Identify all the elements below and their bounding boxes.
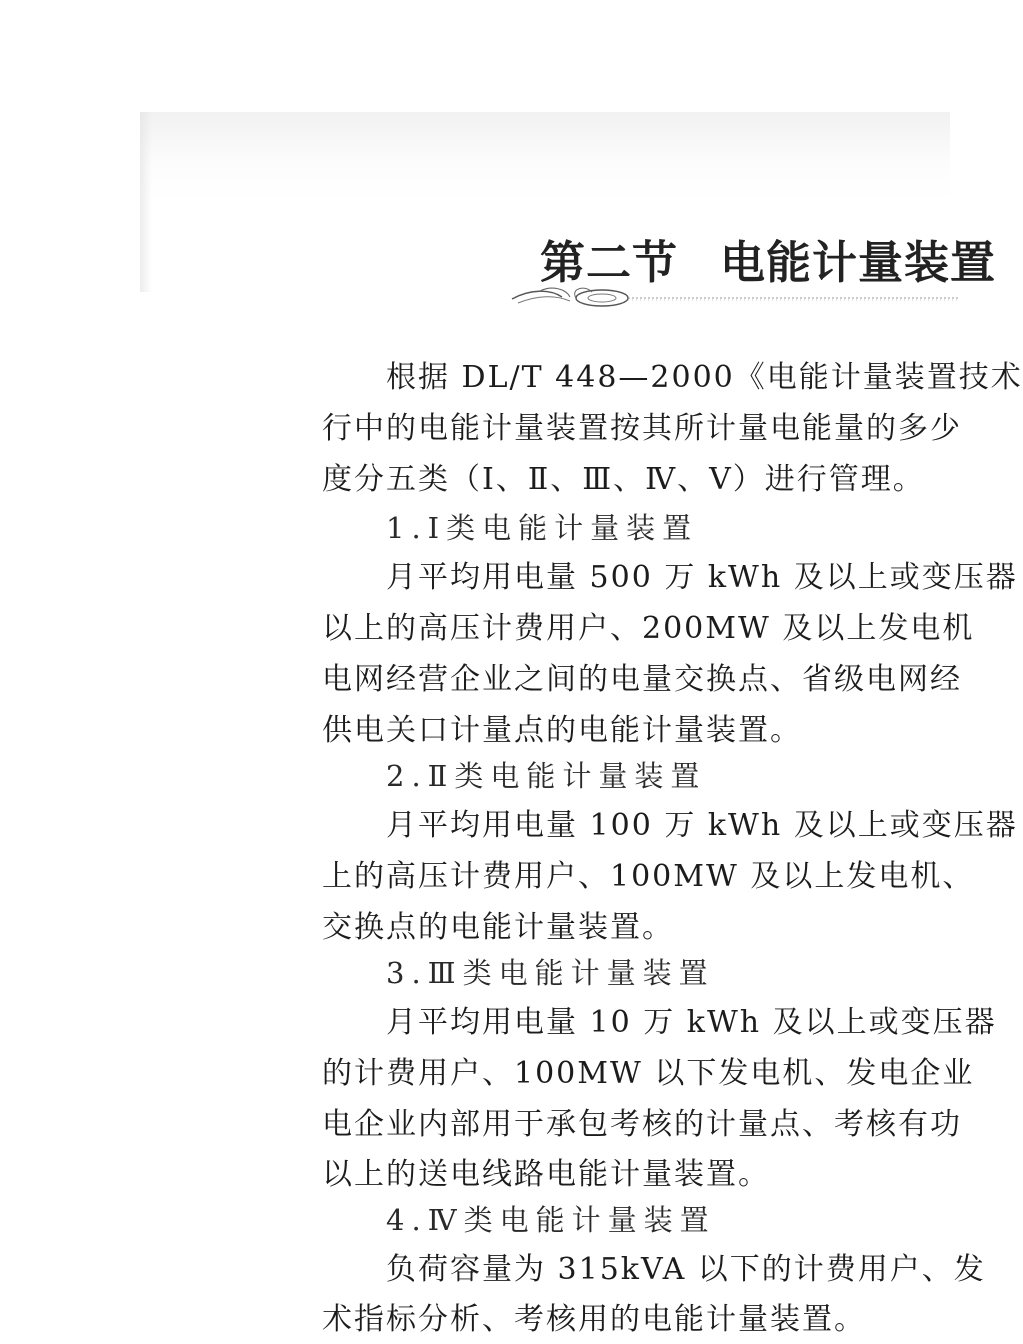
paragraph-5-line-1: 负荷容量为 315kVA 以下的计费用户、发 [386, 1252, 986, 1287]
paragraph-1-line-1: 根据 DL/T 448—2000《电能计量装置技术 [386, 360, 1023, 395]
paragraph-3-line-2: 上的高压计费用户、100MW 及以上发电机、 [322, 859, 975, 894]
scan-edge-shadow [140, 112, 152, 292]
paragraph-2-line-2: 以上的高压计费用户、200MW 及以上发电机 [322, 611, 975, 646]
paragraph-2-line-4: 供电关口计量点的电能计量装置。 [322, 713, 802, 748]
scan-shadow [140, 112, 950, 202]
paragraph-2-line-3: 电网经营企业之间的电量交换点、省级电网经 [322, 662, 962, 697]
paragraph-3-line-3: 交换点的电能计量装置。 [322, 910, 674, 945]
category-2-heading: 2.Ⅱ类电能计量装置 [386, 759, 707, 793]
category-4-heading: 4.Ⅳ类电能计量装置 [386, 1203, 716, 1237]
section-number: 第二节 [540, 236, 679, 289]
section-title [540, 226, 996, 291]
category-3-heading: 3.Ⅲ类电能计量装置 [386, 956, 715, 990]
paragraph-5-line-2: 术指标分析、考核用的电能计量装置。 [322, 1302, 866, 1337]
paragraph-4-line-1: 月平均用电量 10 万 kWh 及以上或变压器 [386, 1005, 997, 1040]
paragraph-4-line-3: 电企业内部用于承包考核的计量点、考核有功 [322, 1107, 962, 1142]
paragraph-1-line-2: 行中的电能计量装置按其所计量电能量的多少 [322, 411, 962, 446]
paragraph-4-line-2: 的计费用户、100MW 以下发电机、发电企业 [322, 1056, 975, 1091]
paragraph-4-line-4: 以上的送电线路电能计量装置。 [322, 1157, 770, 1192]
category-1-heading: 1.Ⅰ类电能计量装置 [386, 511, 699, 545]
section-name: 电能计量装置 [720, 236, 997, 289]
paragraph-2-line-1: 月平均用电量 500 万 kWh 及以上或变压器 [386, 560, 1018, 595]
paragraph-1-line-3: 度分五类（Ⅰ、Ⅱ、Ⅲ、Ⅳ、Ⅴ）进行管理。 [322, 462, 925, 497]
paragraph-3-line-1: 月平均用电量 100 万 kWh 及以上或变压器 [386, 808, 1018, 843]
swirl-divider-icon [500, 283, 960, 313]
